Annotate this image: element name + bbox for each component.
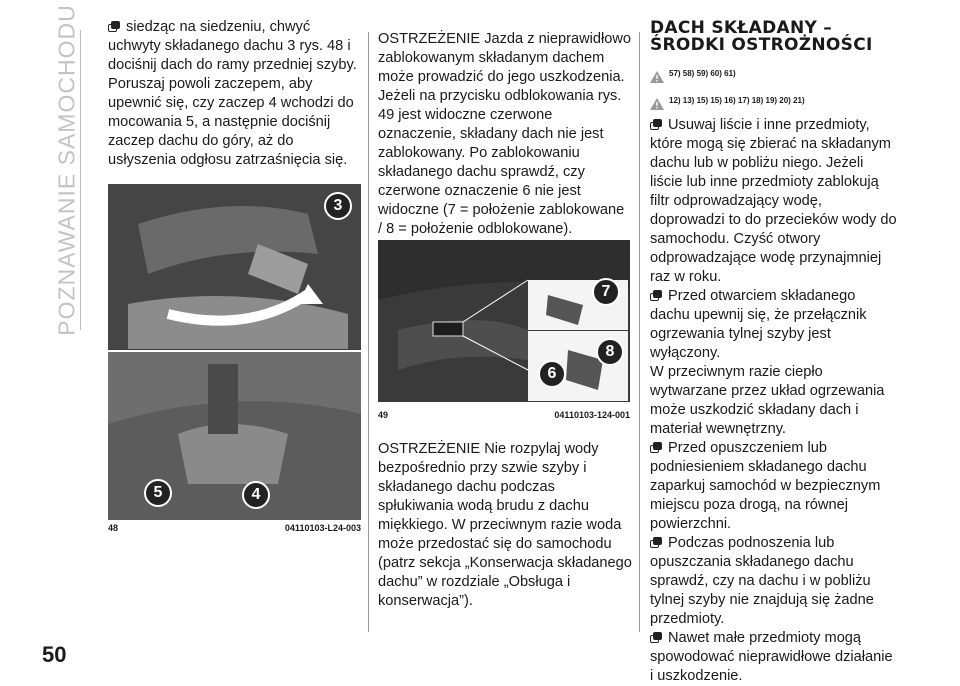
plain-paragraph: W przeciwnym razie ciepło wytwarzane przez układ ogrzewania może uszkodzić składany dach i materiał wewnętrzny. [650, 364, 885, 437]
warning-paragraph: OSTRZEŻENIE Jazda z nieprawidłowo zablokowanym składanym dachem może prowadzić do jego uszkodzenia. Jeżeli na przycisku odblokowania rys. 49 jest widoczne czerwone oznaczenie, składany dach nie jest zablokowany. Po zablokowaniu składanego dachu sprawdź, czy czerwone oznaczenie 6 nie jest widoczne (7 = położenie zablokowane / 8 = położenie odblokowane). [378, 31, 632, 237]
list-item: Przed opuszczeniem lub podniesieniem składanego dachu zaparkuj samochód w bezpiecznym miejscu poza drogą, na równej powierzchni. [650, 440, 881, 532]
bullet-icon [108, 21, 122, 32]
figure-49-caption [378, 410, 630, 420]
list-item: Przed otwarciem składanego dachu upewnij się, że przełącznik ogrzewania tylnej szyby jest wyłączony. [650, 288, 867, 361]
column-divider [368, 32, 369, 632]
sidebar-section-title: POZNAWANIE SAMOCHODU [53, 4, 80, 336]
column-1 [108, 18, 364, 170]
warning-references: 57) 58) 59) 60) 61) [650, 64, 898, 83]
callout-6: 6 [538, 360, 566, 388]
page-number: 50 [42, 642, 67, 667]
callout-5: 5 [144, 479, 172, 507]
note-references: 12) 13) 15) 15) 16) 17) 18) 19) 20) 21) [650, 91, 898, 110]
column-divider [639, 32, 640, 632]
bullet-icon [650, 537, 664, 548]
list-item: Usuwaj liście i inne przedmioty, które mogą się zbierać na składanym dachu lub w pobliżu niego. Jeżeli liście lub inne przedmioty zablokują filtr odprowadzający wodę, doprowadzi to do przecieków wody do samochodu. Czyść otwory odprowadzające wodę przynajmniej raz w roku. [650, 117, 897, 285]
callout-7: 7 [592, 278, 620, 306]
bullet-icon [650, 632, 664, 643]
instruction-paragraph: siedząc na siedzeniu, chwyć uchwyty składanego dachu 3 rys. 48 i dociśnij dach do ramy przedniej szyby. Poruszaj powoli zaczepem, aby upewnić się, czy zaczep 4 wchodzi do mocowania 5, a następnie dociśnij zaczep dachu do góry, aż do usłyszenia odgłosu zatrzaśnięcia się. [108, 19, 357, 168]
note-hand-icon [650, 98, 664, 110]
figure-number: 48 [108, 523, 119, 533]
warning-triangle-icon [650, 71, 664, 83]
bullet-icon [650, 442, 664, 453]
list-item: Podczas podnoszenia lub opuszczania składanego dachu sprawdź, czy na dachu i w pobliżu tylnej szyby nie znajdują się żadne przedmioty. [650, 535, 874, 627]
section-heading: DACH SKŁADANY – ŚRODKI OSTROŻNOŚCI [650, 18, 873, 55]
sidebar-divider [80, 30, 81, 330]
callout-8: 8 [596, 338, 624, 366]
figure-number: 49 [378, 410, 389, 420]
column-2-lower [378, 440, 632, 611]
unlock-button-illustration [378, 240, 630, 402]
bullet-icon [650, 290, 664, 301]
callout-4: 4 [242, 481, 270, 509]
figure-code: 04110103-124-001 [554, 410, 630, 420]
figure-code: 04110103-L24-003 [284, 523, 361, 533]
list-item: Nawet małe przedmioty mogą spowodować nieprawidłowe działanie i uszkodzenie. [650, 630, 893, 684]
callout-3: 3 [324, 192, 352, 220]
column-2 [378, 30, 632, 239]
column-3 [650, 20, 898, 686]
figure-48-photo [108, 184, 361, 520]
bullet-icon [650, 119, 664, 130]
figure-49-photo [378, 240, 630, 402]
warning-paragraph: OSTRZEŻENIE Nie rozpylaj wody bezpośrednio przy szwie szyby i składanego dachu podczas spłukiwania wodą brudu z dachu miękkiego. W przeciwnym razie woda może przedostać się do samochodu (patrz sekcja „Konserwacja składanego dachu” w rozdziale „Obsługa i konserwacja”). [378, 441, 632, 609]
figure-48-caption [108, 523, 361, 533]
roof-latch-illustration [108, 184, 361, 520]
